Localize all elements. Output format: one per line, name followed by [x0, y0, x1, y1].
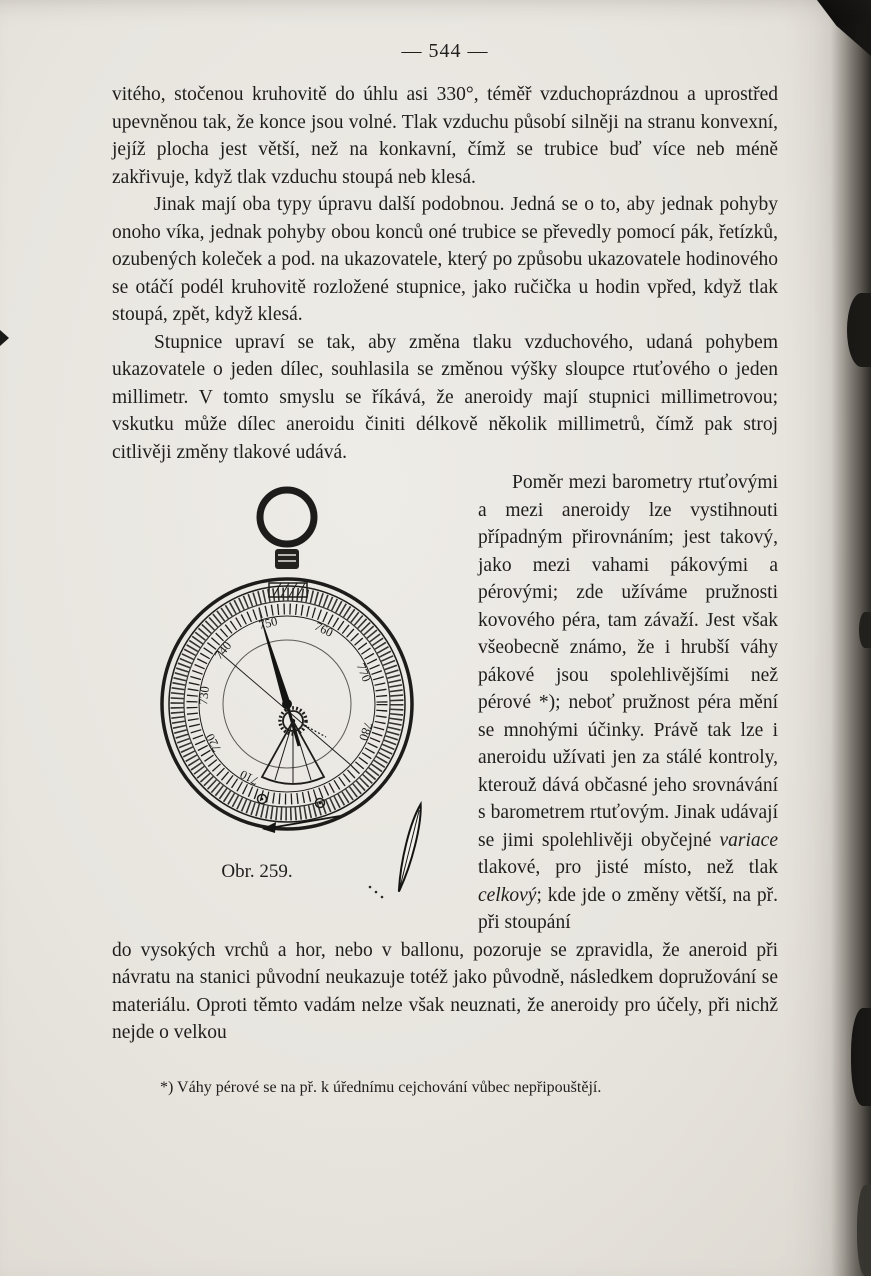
- suspension-ring: [260, 490, 314, 569]
- margin-mark: [0, 330, 9, 346]
- binding-mark: [859, 612, 871, 648]
- paragraph-continuation: do vysokých vrchů a hor, nebo v ballonu, pozoruje se zpravidla, že aneroid při návratu na stanici původní neukazuje totéž jako původně, následkem dopružování se materiálu. Oproti těmto vadám nelze však neuznati, že aneroidy pro účely, při nichž nejde o velkou: [112, 939, 778, 1043]
- footnote: *) Váhy pérové se na př. k úřednímu cejchování vůbec nepřipouštějí.: [160, 1078, 602, 1096]
- binding-mark: [857, 1185, 871, 1276]
- wrapped-text-column: [472, 469, 778, 937]
- dial-number: 720: [202, 731, 225, 755]
- binding-mark: [851, 1008, 871, 1106]
- dial-number: 730: [196, 685, 212, 706]
- text-block: [112, 40, 778, 1099]
- page-number: — 544 —: [401, 40, 489, 62]
- dial-number: 710: [237, 767, 261, 789]
- detached-needle: [395, 803, 426, 893]
- dotted-marks: [369, 886, 384, 899]
- paragraph-beside-figure: [478, 469, 778, 937]
- paragraph: Stupnice upraví se tak, aby změna tlaku vzduchového, udaná pohybem ukazovatele o jeden dílec, souhlasila se změnou výšky sloupce rtuťového o jeden millimetr. V tomto smyslu se říkává, že aneroidy mají stupnici millimetrovou; vskutku může dílec aneroidu činiti délkově několik millimetrů, čímž pak stroj citlivěji změny tlakové udává.: [112, 331, 778, 463]
- dial-number: 740: [211, 638, 235, 663]
- binding-mark: [847, 293, 871, 367]
- dial-number: 780: [356, 720, 376, 743]
- figure-and-text-row: [112, 469, 778, 937]
- paragraph-continuation: vitého, stočenou kruhovitě do úhlu asi 330°, téměř vzduchoprázdnou a uprostřed upevněnou tak, že konce jsou volné. Tlak vzduchu působí silněji na stranu konvexní, jejíž plocha jest větší, než na konkavní, čímž se trubice buď více neb méně zakřivuje, když tlak vzduchu stoupá neb klesá.: [112, 84, 778, 188]
- column-text-segment: tlakové, pro jisté místo, než tlak: [478, 857, 778, 878]
- column-text-segment: ; kde jde o změny větší, na př. při stoupání: [478, 884, 778, 933]
- italic-term-celkovy: celkový: [478, 884, 537, 906]
- dial-number: 750: [257, 614, 279, 633]
- dial-number: 770: [353, 661, 374, 684]
- italic-term-variace: variace: [719, 829, 778, 851]
- dial-number: 760: [312, 619, 336, 640]
- figure-column: [112, 469, 472, 937]
- paragraph: Jinak mají oba typy úpravu další podobnou. Jedná se o to, aby jednak pohyby onoho víka, jednak pohyby obou konců oné trubice se převedly pomocí pák, řetízků, ozubených koleček a pod. na ukazovatele, který po způsobu ukazovatele hodinového se otáčí podél kruhovitě rozložené stupnice, jako ručička u hodin vpřed, když tlak stoupá, zpět, když klesá.: [112, 194, 778, 325]
- figure-caption: Obr. 259.: [221, 861, 293, 882]
- column-text-segment: Poměr mezi barometry rtuťovými a mezi aneroidy lze vystihnouti případným přirovnáním; jest takový, jako mezi vahami pákovými a pérovými; zde užíváme pružnosti kovového péra, tam závaží. Jest však všeobecně známo, že i hrubší váhy pákové jsou spolehlivějšími než pérové *); neboť pružnost péra mění se mnohými účinky. Právě tak lze i aneroidu užívati jen za stálé kontroly, kterouž dává občasné jeho srovnávání s barometrem rtuťovým. Jinak udávají se jimi spolehlivěji obyčejné: [478, 472, 778, 851]
- aneroid-barometer-figure: [112, 469, 472, 909]
